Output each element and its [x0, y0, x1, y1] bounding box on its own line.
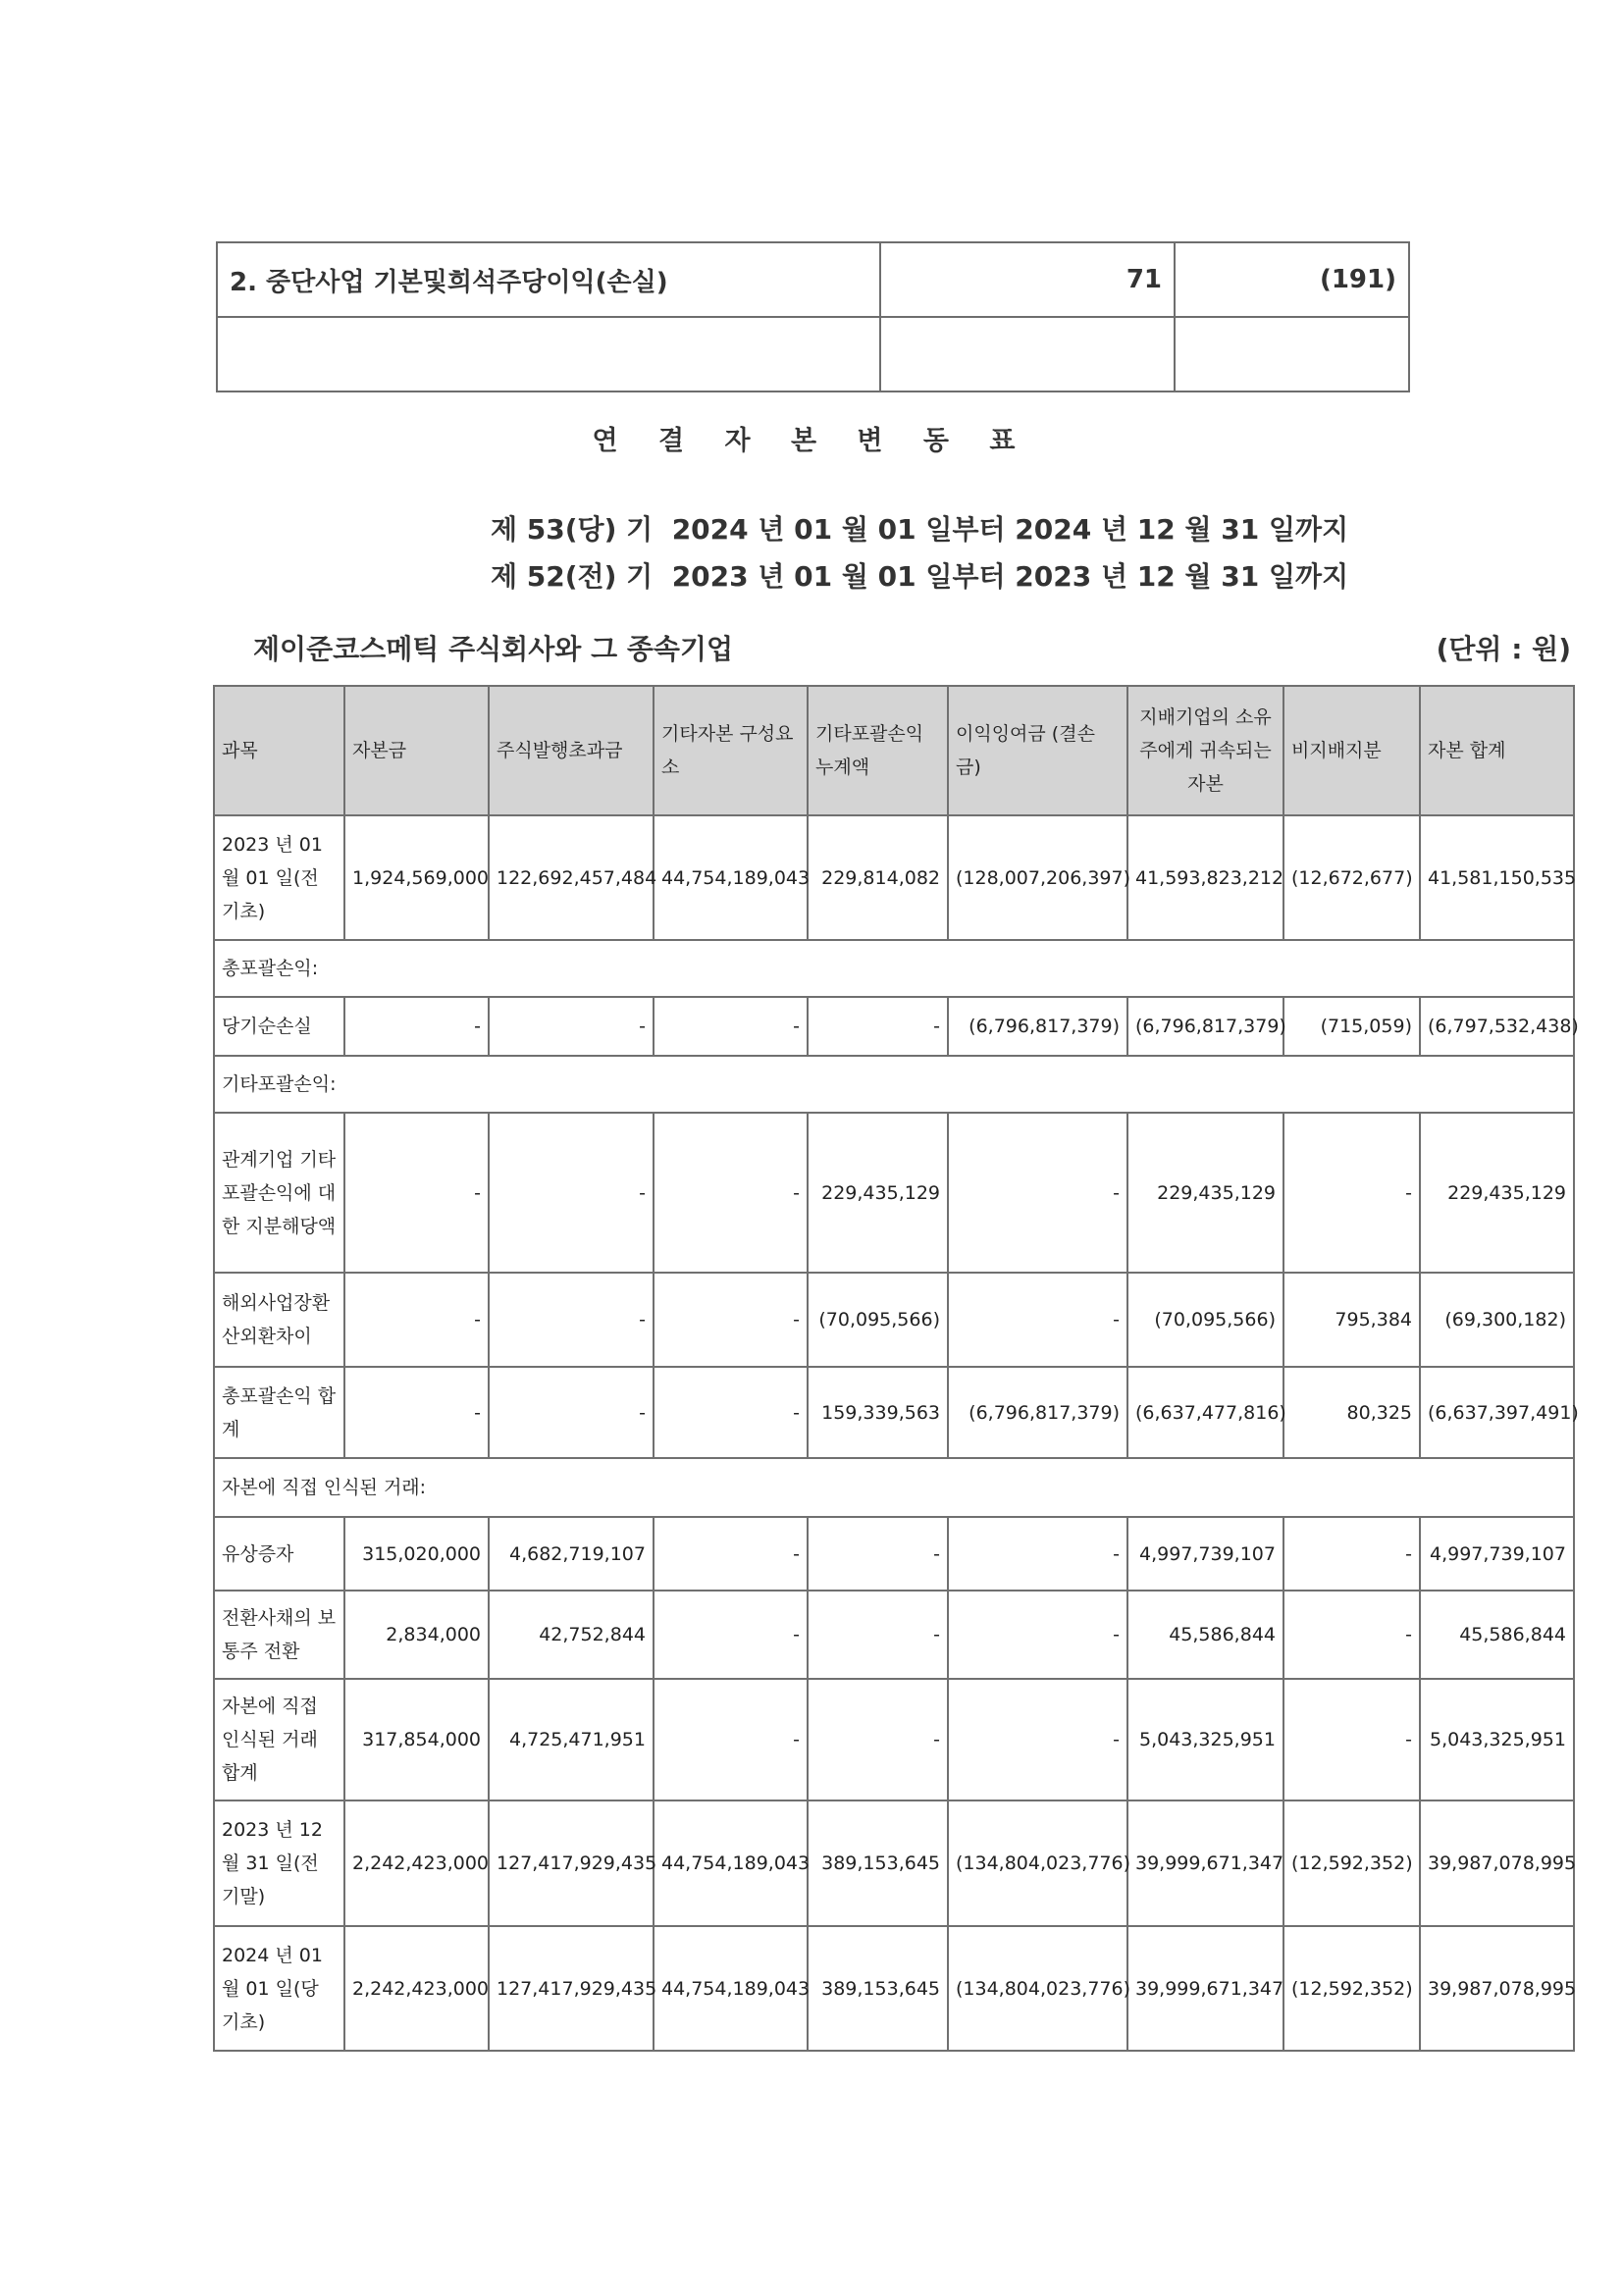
row-label: 전환사채의 보통주 전환: [214, 1591, 344, 1679]
column-header: 자본 합계: [1420, 686, 1574, 815]
row-label: 관계기업 기타포괄손익에 대한 지분해당액: [214, 1113, 344, 1273]
value-cell: -: [1283, 1113, 1420, 1273]
value-cell: 41,581,150,535: [1420, 815, 1574, 940]
eps-prior-value: (191): [1175, 242, 1409, 317]
value-cell: 122,692,457,484: [489, 815, 654, 940]
section-row: [214, 1458, 1574, 1517]
header-row: [214, 686, 1574, 815]
value-cell: -: [948, 1591, 1127, 1679]
statement-title: 연 결 자 본 변 동 표: [592, 426, 1031, 456]
eps-row: [217, 242, 1409, 317]
value-cell: 795,384: [1283, 1273, 1420, 1367]
section-row: [214, 940, 1574, 997]
value-cell: 44,754,189,043: [654, 1926, 808, 2051]
column-header: 비지배지분: [1283, 686, 1420, 815]
value-cell: -: [489, 997, 654, 1056]
eps-empty-cell: [1175, 317, 1409, 391]
table-row: [214, 1517, 1574, 1591]
period-prior: 제 52(전) 기 2023 년 01 월 01 일부터 2023 년 12 월 31 일까지: [491, 560, 1349, 593]
value-cell: -: [654, 1273, 808, 1367]
value-cell: (6,796,817,379): [1127, 997, 1283, 1056]
column-header: 이익잉여금 (결손금): [948, 686, 1127, 815]
row-label: 당기순손실: [214, 997, 344, 1056]
value-cell: 44,754,189,043: [654, 815, 808, 940]
column-header: 과목: [214, 686, 344, 815]
value-cell: 39,987,078,995: [1420, 1926, 1574, 2051]
value-cell: -: [489, 1273, 654, 1367]
table-row: [214, 1367, 1574, 1458]
value-cell: 4,997,739,107: [1420, 1517, 1574, 1591]
value-cell: -: [654, 1367, 808, 1458]
eps-current-value: 71: [880, 242, 1175, 317]
value-cell: -: [344, 1113, 489, 1273]
equity-table-header: [214, 686, 1574, 815]
row-label: 2023 년 12 월 31 일(전기말): [214, 1800, 344, 1926]
table-row: [214, 1679, 1574, 1800]
value-cell: 229,435,129: [808, 1113, 948, 1273]
value-cell: 39,999,671,347: [1127, 1926, 1283, 2051]
period-current: 제 53(당) 기 2024 년 01 월 01 일부터 2024 년 12 월 31 일까지: [491, 513, 1349, 546]
unit-label: (단위 : 원): [1436, 633, 1571, 665]
value-cell: 1,924,569,000: [344, 815, 489, 940]
value-cell: (69,300,182): [1420, 1273, 1574, 1367]
row-label: 자본에 직접 인식된 거래 합계: [214, 1679, 344, 1800]
row-label: 해외사업장환산외환차이: [214, 1273, 344, 1367]
value-cell: -: [808, 1679, 948, 1800]
column-header: 지배기업의 소유주에게 귀속되는 자본: [1127, 686, 1283, 815]
column-header: 기타포괄손익 누계액: [808, 686, 948, 815]
value-cell: 229,435,129: [1420, 1113, 1574, 1273]
section-label: 기타포괄손익:: [214, 1056, 1574, 1113]
value-cell: -: [948, 1679, 1127, 1800]
value-cell: 41,593,823,212: [1127, 815, 1283, 940]
value-cell: (12,592,352): [1283, 1926, 1420, 2051]
section-label: 총포괄손익:: [214, 940, 1574, 997]
value-cell: -: [654, 1113, 808, 1273]
value-cell: -: [948, 1517, 1127, 1591]
value-cell: (12,592,352): [1283, 1800, 1420, 1926]
value-cell: 4,725,471,951: [489, 1679, 654, 1800]
value-cell: -: [344, 997, 489, 1056]
eps-table: [216, 241, 1410, 392]
value-cell: (715,059): [1283, 997, 1420, 1056]
value-cell: -: [1283, 1591, 1420, 1679]
value-cell: -: [654, 1517, 808, 1591]
value-cell: 39,987,078,995: [1420, 1800, 1574, 1926]
value-cell: 42,752,844: [489, 1591, 654, 1679]
table-row: [214, 815, 1574, 940]
value-cell: (6,796,817,379): [948, 1367, 1127, 1458]
value-cell: 127,417,929,435: [489, 1800, 654, 1926]
value-cell: (6,637,397,491): [1420, 1367, 1574, 1458]
value-cell: -: [948, 1273, 1127, 1367]
value-cell: 4,682,719,107: [489, 1517, 654, 1591]
table-row: [214, 1273, 1574, 1367]
table-row: [214, 997, 1574, 1056]
value-cell: -: [654, 1591, 808, 1679]
row-label: 총포괄손익 합계: [214, 1367, 344, 1458]
value-cell: (70,095,566): [1127, 1273, 1283, 1367]
value-cell: (128,007,206,397): [948, 815, 1127, 940]
value-cell: -: [808, 997, 948, 1056]
value-cell: -: [808, 1517, 948, 1591]
value-cell: (12,672,677): [1283, 815, 1420, 940]
table-row: [214, 1926, 1574, 2051]
value-cell: -: [489, 1113, 654, 1273]
value-cell: 229,435,129: [1127, 1113, 1283, 1273]
value-cell: (134,804,023,776): [948, 1926, 1127, 2051]
row-label: 유상증자: [214, 1517, 344, 1591]
value-cell: 389,153,645: [808, 1800, 948, 1926]
value-cell: (134,804,023,776): [948, 1800, 1127, 1926]
value-cell: 317,854,000: [344, 1679, 489, 1800]
column-header: 자본금: [344, 686, 489, 815]
value-cell: 80,325: [1283, 1367, 1420, 1458]
value-cell: (70,095,566): [808, 1273, 948, 1367]
value-cell: 45,586,844: [1420, 1591, 1574, 1679]
value-cell: (6,797,532,438): [1420, 997, 1574, 1056]
section-label: 자본에 직접 인식된 거래:: [214, 1458, 1574, 1517]
value-cell: -: [489, 1367, 654, 1458]
value-cell: 389,153,645: [808, 1926, 948, 2051]
value-cell: -: [1283, 1517, 1420, 1591]
value-cell: -: [1283, 1679, 1420, 1800]
value-cell: -: [948, 1113, 1127, 1273]
company-name: 제이준코스메틱 주식회사와 그 종속기업: [253, 633, 734, 665]
eps-empty-cell: [217, 317, 880, 391]
value-cell: 45,586,844: [1127, 1591, 1283, 1679]
value-cell: 2,242,423,000: [344, 1926, 489, 2051]
value-cell: -: [654, 997, 808, 1056]
value-cell: 44,754,189,043: [654, 1800, 808, 1926]
table-row: [214, 1591, 1574, 1679]
table-row: [214, 1800, 1574, 1926]
value-cell: -: [654, 1679, 808, 1800]
value-cell: 4,997,739,107: [1127, 1517, 1283, 1591]
value-cell: 315,020,000: [344, 1517, 489, 1591]
eps-empty-row: [217, 317, 1409, 391]
value-cell: 159,339,563: [808, 1367, 948, 1458]
column-header: 기타자본 구성요소: [654, 686, 808, 815]
value-cell: 5,043,325,951: [1420, 1679, 1574, 1800]
value-cell: -: [344, 1367, 489, 1458]
value-cell: 2,834,000: [344, 1591, 489, 1679]
value-cell: 229,814,082: [808, 815, 948, 940]
equity-changes-table: [213, 685, 1579, 2052]
value-cell: 127,417,929,435: [489, 1926, 654, 2051]
section-row: [214, 1056, 1574, 1113]
table-row: [214, 1113, 1574, 1273]
value-cell: 2,242,423,000: [344, 1800, 489, 1926]
value-cell: (6,637,477,816): [1127, 1367, 1283, 1458]
eps-label: 2. 중단사업 기본및희석주당이익(손실): [217, 242, 880, 317]
equity-table-body: [214, 815, 1579, 2051]
value-cell: (6,796,817,379): [948, 997, 1127, 1056]
eps-empty-cell: [880, 317, 1175, 391]
row-label: 2024 년 01 월 01 일(당기초): [214, 1926, 344, 2051]
column-header: 주식발행초과금: [489, 686, 654, 815]
value-cell: 39,999,671,347: [1127, 1800, 1283, 1926]
value-cell: -: [344, 1273, 489, 1367]
row-label: 2023 년 01 월 01 일(전기초): [214, 815, 344, 940]
value-cell: 5,043,325,951: [1127, 1679, 1283, 1800]
value-cell: -: [808, 1591, 948, 1679]
